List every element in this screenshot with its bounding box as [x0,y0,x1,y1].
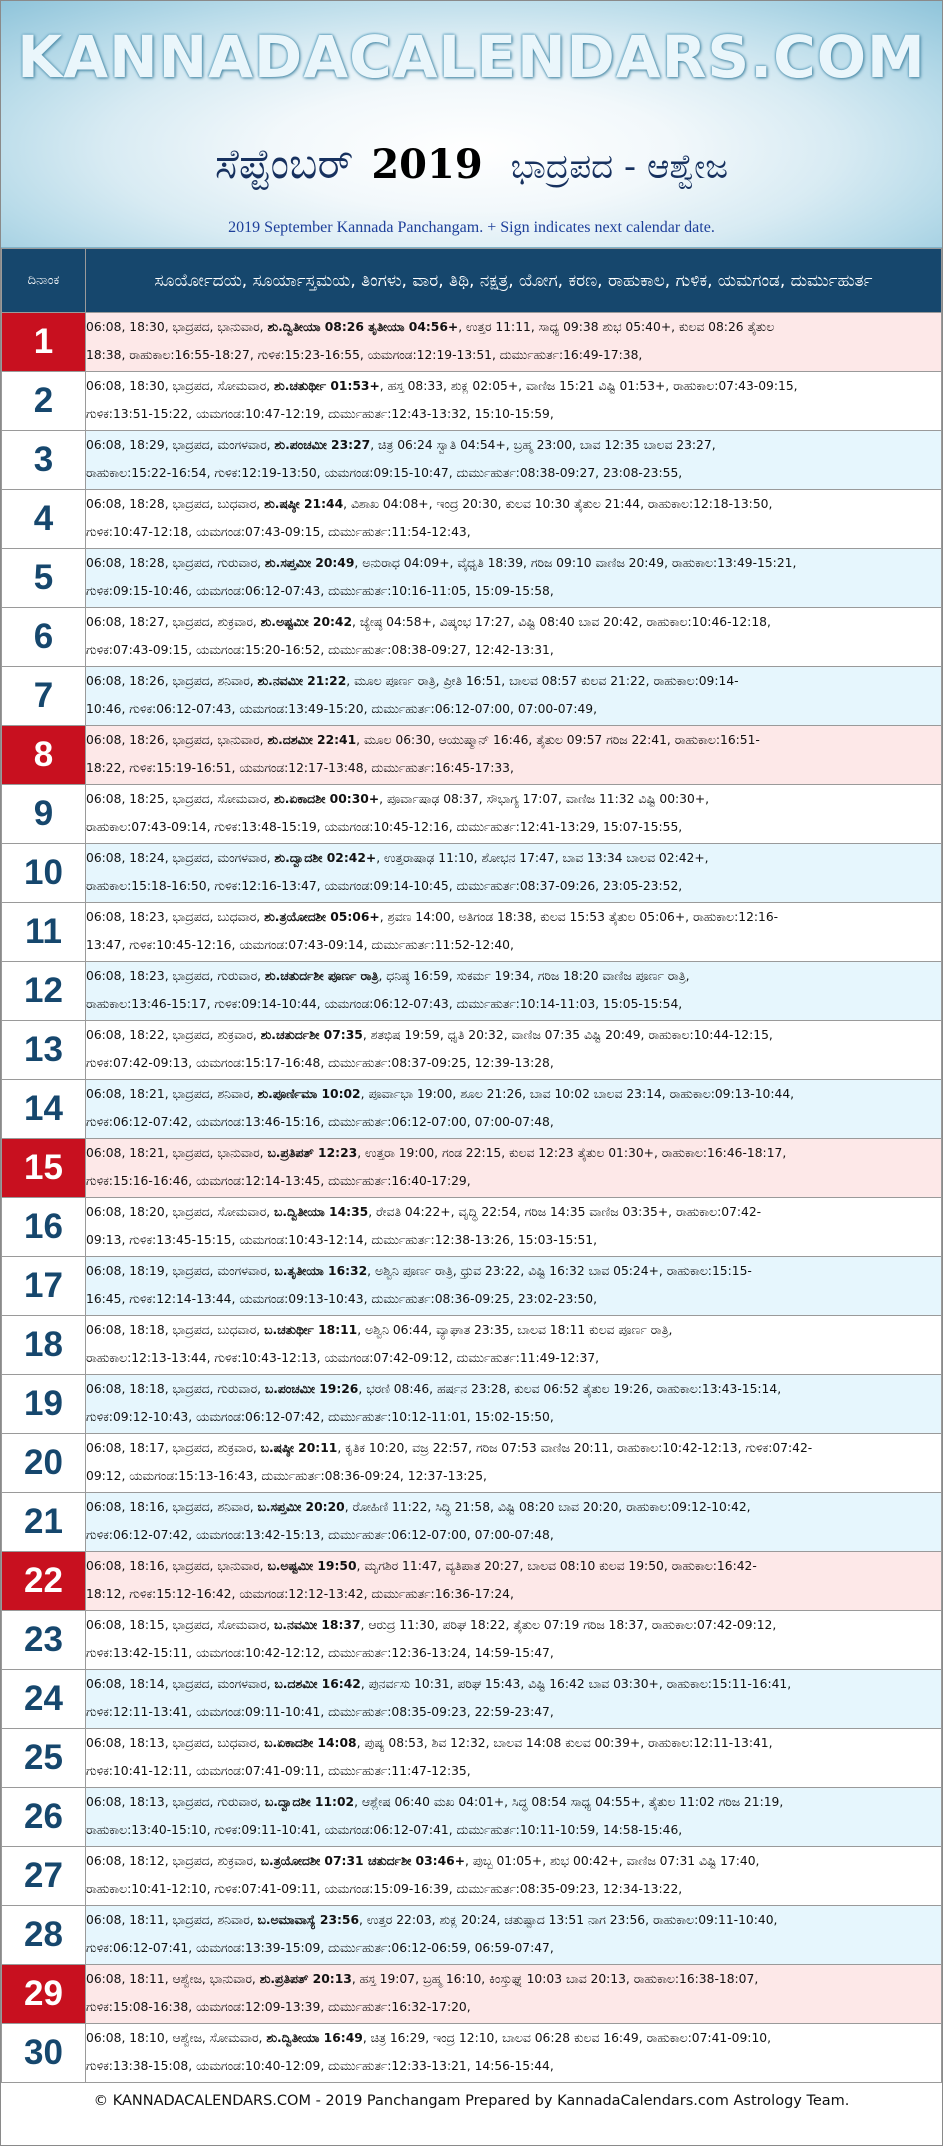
tithi: ಬ.ಸಪ್ತಮೀ 20:20 [257,1500,345,1514]
tithi: ಬ.ಷಷ್ಠೀ 20:11 [260,1441,338,1455]
nakshatra-yoga-karana: , ಉತ್ತರ 22:03, ಶುಕ್ಲ 20:24, ಚತುಷ್ಪಾದ 13:51 ನಾಗ 23:56, ರಾಹುಕಾಲ:09:11-10:40, [359,1913,778,1927]
details-line-2: ಗುಳಿಕ:09:15-10:46, ಯಮಗಂಡ:06:12-07:43, ದುರ್ಮುಹುರ್ತ:10:16-11:05, 15:09-15:58, [86,584,554,598]
nakshatra-yoga-karana: , ಉತ್ತರಾ 19:00, ಗಂಡ 22:15, ಕುಲವ 12:23 ತೈತುಲ 01:30+, ರಾಹುಕಾಲ:16:46-18:17, [357,1146,787,1160]
nakshatra-yoga-karana: , ಶತಭಿಷ 19:59, ಧೃತಿ 20:32, ವಾಣಿಜ 07:35 ವಿಷ್ಟಿ 20:49, ರಾಹುಕಾಲ:10:44-12:15, [362,1028,773,1042]
details-line-1 [86,1670,941,1698]
day-number: 14 [2,1080,86,1139]
day-details [86,785,942,844]
details-line-2: 18:12, ಗುಳಿಕ:15:12-16:42, ಯಮಗಂಡ:12:12-13:42, ದುರ್ಮುಹುರ್ತ:16:36-17:24, [86,1587,514,1601]
table-row [2,490,942,549]
nakshatra-yoga-karana: , ಆಶ್ಲೇಷ 06:40 ಮಖ 04:01+, ಸಿದ್ಧ 08:54 ಸಾಧ್ಯ 04:55+, ತೈತುಲ 11:02 ಗರಿಜ 21:19, [354,1795,784,1809]
nakshatra-yoga-karana: , ಪೂರ್ವಾಷಾಢ 08:37, ಸೌಭಾಗ್ಯ 17:07, ವಾಣಿಜ 11:32 ವಿಷ್ಟಿ 00:30+, [379,792,710,806]
table-row [2,1375,942,1434]
nakshatra-yoga-karana: , ಮೂಲ ಪೂರ್ಣ ರಾತ್ರಿ, ಪ್ರೀತಿ 16:51, ಬಾಲವ 08:57 ಕುಲವ 21:22, ರಾಹುಕಾಲ:09:14- [346,674,739,688]
nakshatra-yoga-karana: , ಹಸ್ತ 19:07, ಬ್ರಹ್ಮ 16:10, ಕಿಂಸ್ತುಘ್ನ 10:03 ಬಾವ 20:13, ರಾಹುಕಾಲ:16:38-18:07, [351,1972,759,1986]
sunrise-sunset-month-weekday: 06:08, 18:11, ಆಶ್ವೇಜ, ಭಾನುವಾರ, [86,1972,260,1986]
day-number: 10 [2,844,86,903]
day-number: 19 [2,1375,86,1434]
details-line-2: ಗುಳಿಕ:15:08-16:38, ಯಮಗಂಡ:12:09-13:39, ದುರ್ಮುಹುರ್ತ:16:32-17:20, [86,2000,471,2014]
sunrise-sunset-month-weekday: 06:08, 18:24, ಭಾದ್ರಪದ, ಮಂಗಳವಾರ, [86,851,275,865]
details-line-2: 09:12, ಯಮಗಂಡ:15:13-16:43, ದುರ್ಮುಹುರ್ತ:08:36-09:24, 12:37-13:25, [86,1469,487,1483]
details-line-2: ಗುಳಿಕ:13:51-15:22, ಯಮಗಂಡ:10:47-12:19, ದುರ್ಮುಹುರ್ತ:12:43-13:32, 15:10-15:59, [86,407,554,421]
day-details [86,1729,942,1788]
day-number: 1 [2,313,86,372]
table-row [2,2024,942,2083]
tithi: ಬ.ದ್ವಾದಶೀ 11:02 [264,1795,355,1809]
nakshatra-yoga-karana: , ಮೃಗಶಿರ 11:47, ವ್ಯತಿಪಾತ 20:27, ಬಾಲವ 08:10 ಕುಲವ 19:50, ರಾಹುಕಾಲ:16:42- [356,1559,757,1573]
details-line-1 [86,844,941,872]
day-details [86,1552,942,1611]
sunrise-sunset-month-weekday: 06:08, 18:19, ಭಾದ್ರಪದ, ಮಂಗಳವಾರ, [86,1264,275,1278]
sunrise-sunset-month-weekday: 06:08, 18:30, ಭಾದ್ರಪದ, ಸೋಮವಾರ, [86,379,275,393]
details-line-2: ಗುಳಿಕ:10:47-12:18, ಯಮಗಂಡ:07:43-09:15, ದುರ್ಮುಹುರ್ತ:11:54-12:43, [86,525,471,539]
day-details [86,726,942,785]
day-number: 12 [2,962,86,1021]
table-row [2,608,942,667]
sunrise-sunset-month-weekday: 06:08, 18:13, ಭಾದ್ರಪದ, ಗುರುವಾರ, [86,1795,265,1809]
nakshatra-yoga-karana: , ವಿಶಾಖ 04:08+, ಇಂದ್ರ 20:30, ಕುಲವ 10:30 ತೈತುಲ 21:44, ರಾಹುಕಾಲ:12:18-13:50, [343,497,773,511]
sunrise-sunset-month-weekday: 06:08, 18:23, ಭಾದ್ರಪದ, ಬುಧವಾರ, [86,910,265,924]
day-details [86,1021,942,1080]
sunrise-sunset-month-weekday: 06:08, 18:20, ಭಾದ್ರಪದ, ಸೋಮವಾರ, [86,1205,275,1219]
sunrise-sunset-month-weekday: 06:08, 18:10, ಆಶ್ವೇಜ, ಸೋಮವಾರ, [86,2031,267,2045]
day-details [86,1493,942,1552]
day-number: 29 [2,1965,86,2024]
details-line-1 [86,1080,941,1108]
nakshatra-yoga-karana: , ಹಸ್ತ 08:33, ಶುಕ್ಲ 02:05+, ವಾಣಿಜ 15:21 ವಿಷ್ಟಿ 01:53+, ರಾಹುಕಾಲ:07:43-09:15, [379,379,798,393]
month-name: ಸೆಪ್ಟೆಂಬರ್ [214,139,354,188]
day-details [86,549,942,608]
details-line-1 [86,1552,941,1580]
table-row [2,1965,942,2024]
details-column-header: ಸೂರ್ಯೋದಯ, ಸೂರ್ಯಾಸ್ತಮಯ, ತಿಂಗಳು, ವಾರ, ತಿಥಿ, ನಕ್ಷತ್ರ, ಯೋಗ, ಕರಣ, ರಾಹುಕಾಲ, ಗುಳಿಕ, ಯಮಗಂಡ, ದುರ್ಮುಹುರ್ತ [86,249,942,313]
day-details [86,1080,942,1139]
details-line-2: ರಾಹುಕಾಲ:10:41-12:10, ಗುಳಿಕ:07:41-09:11, ಯಮಗಂಡ:15:09-16:39, ದುರ್ಮುಹುರ್ತ:08:35-09:23, 12:34-13:22, [86,1882,683,1896]
sunrise-sunset-month-weekday: 06:08, 18:14, ಭಾದ್ರಪದ, ಮಂಗಳವಾರ, [86,1677,275,1691]
day-number: 24 [2,1670,86,1729]
tithi: ಶು.ಸಪ್ತಮೀ 20:49 [264,556,355,570]
details-line-2: ರಾಹುಕಾಲ:07:43-09:14, ಗುಳಿಕ:13:48-15:19, ಯಮಗಂಡ:10:45-12:16, ದುರ್ಮುಹುರ್ತ:12:41-13:29, 15:07-15:55, [86,820,683,834]
tithi: ಶು.ಏಕಾದಶೀ 00:30+ [274,792,380,806]
day-number: 22 [2,1552,86,1611]
details-line-1 [86,903,941,931]
header-banner [1,1,942,248]
table-header-row [2,249,942,313]
sunrise-sunset-month-weekday: 06:08, 18:26, ಭಾದ್ರಪದ, ಶನಿವಾರ, [86,674,258,688]
tithi: ಶು.ದ್ವಿತೀಯಾ 16:49 [266,2031,363,2045]
table-row [2,372,942,431]
table-row [2,313,942,372]
day-details [86,1670,942,1729]
table-row [2,726,942,785]
day-details [86,1965,942,2024]
nakshatra-yoga-karana: , ಧನಿಷ್ಠ 16:59, ಸುಕರ್ಮ 19:34, ಗರಿಜ 18:20 ವಾಣಿಜ ಪೂರ್ಣ ರಾತ್ರಿ, [378,969,690,983]
details-line-2: ಗುಳಿಕ:15:16-16:46, ಯಮಗಂಡ:12:14-13:45, ದುರ್ಮುಹುರ್ತ:16:40-17:29, [86,1174,471,1188]
table-row [2,1788,942,1847]
details-line-2: ಗುಳಿಕ:06:12-07:41, ಯಮಗಂಡ:13:39-15:09, ದುರ್ಮುಹುರ್ತ:06:12-06:59, 06:59-07:47, [86,1941,554,1955]
day-number: 16 [2,1198,86,1257]
details-line-2: ರಾಹುಕಾಲ:13:46-15:17, ಗುಳಿಕ:09:14-10:44, ಯಮಗಂಡ:06:12-07:43, ದುರ್ಮುಹುರ್ತ:10:14-11:03, 15:05-15:54, [86,997,683,1011]
tithi: ಬ.ತೃತೀಯಾ 16:32 [274,1264,368,1278]
details-line-2: ರಾಹುಕಾಲ:13:40-15:10, ಗುಳಿಕ:09:11-10:41, ಯಮಗಂಡ:06:12-07:41, ದುರ್ಮುಹುರ್ತ:10:11-10:59, 14:58-15:46, [86,1823,683,1837]
nakshatra-yoga-karana: , ಪುಷ್ಯ 08:53, ಶಿವ 12:32, ಬಾಲವ 14:08 ಕುಲವ 00:39+, ರಾಹುಕಾಲ:12:11-13:41, [356,1736,773,1750]
year: 2019 [371,141,483,188]
day-number: 18 [2,1316,86,1375]
panchangam-table [1,248,942,2083]
sunrise-sunset-month-weekday: 06:08, 18:21, ಭಾದ್ರಪದ, ಶನಿವಾರ, [86,1087,258,1101]
day-details [86,1611,942,1670]
details-line-1 [86,667,941,695]
tithi: ಶು.ಪೂರ್ಣಿಮಾ 10:02 [257,1087,361,1101]
tithi: ಶು.ಚತುರ್ದಶೀ ಪೂರ್ಣ ರಾತ್ರಿ [264,969,379,983]
nakshatra-yoga-karana: , ಪೂರ್ವಾಭಾ 19:00, ಶೂಲ 21:26, ಬಾವ 10:02 ಬಾಲವ 23:14, ರಾಹುಕಾಲ:09:13-10:44, [360,1087,795,1101]
table-row [2,1139,942,1198]
details-line-1 [86,1375,941,1403]
day-details [86,2024,942,2083]
day-details [86,1198,942,1257]
nakshatra-yoga-karana: , ಜ್ಯೇಷ್ಠ 04:58+, ವಿಷ್ಕಂಭ 17:27, ವಿಷ್ಟಿ 08:40 ಬಾವ 20:42, ರಾಹುಕಾಲ:10:46-12:18, [352,615,771,629]
day-number: 25 [2,1729,86,1788]
table-row [2,1257,942,1316]
day-number: 20 [2,1434,86,1493]
details-line-2: ರಾಹುಕಾಲ:12:13-13:44, ಗುಳಿಕ:10:43-12:13, ಯಮಗಂಡ:07:42-09:12, ದುರ್ಮುಹುರ್ತ:11:49-12:37, [86,1351,600,1365]
tithi: ಶು.ದ್ವಿತೀಯಾ 08:26 ತೃತೀಯಾ 04:56+ [267,320,459,334]
details-line-2: 09:13, ಗುಳಿಕ:13:45-15:15, ಯಮಗಂಡ:10:43-12:14, ದುರ್ಮುಹುರ್ತ:12:38-13:26, 15:03-15:51, [86,1233,598,1247]
table-row [2,549,942,608]
day-details [86,1375,942,1434]
tithi: ಬ.ದಶಮೀ 16:42 [274,1677,361,1691]
details-line-1 [86,313,941,341]
table-row [2,1552,942,1611]
tithi: ಬ.ಪ್ರತಿಪತ್ 12:23 [267,1146,358,1160]
day-details [86,844,942,903]
nakshatra-yoga-karana: , ಪುಬ್ಬ 01:05+, ಶುಭ 00:42+, ವಾಣಿಜ 07:31 ವಿಷ್ಟಿ 17:40, [465,1854,760,1868]
details-line-1 [86,726,941,754]
tithi: ಶು.ತ್ರಯೋದಶೀ 05:06+ [264,910,380,924]
table-row [2,431,942,490]
tithi: ಶು.ಚತುರ್ಥೀ 01:53+ [274,379,380,393]
details-line-1 [86,1316,941,1344]
table-row [2,1847,942,1906]
sunrise-sunset-month-weekday: 06:08, 18:28, ಭಾದ್ರಪದ, ಗುರುವಾರ, [86,556,265,570]
tithi: ಬ.ನವಮೀ 18:37 [274,1618,361,1632]
nakshatra-yoga-karana: , ಮೂಲ 06:30, ಆಯುಷ್ಮಾನ್ 16:46, ತೈತುಲ 09:57 ಗರಿಜ 22:41, ರಾಹುಕಾಲ:16:51- [356,733,760,747]
table-row [2,1670,942,1729]
details-line-2: 13:47, ಗುಳಿಕ:10:45-12:16, ಯಮಗಂಡ:07:43-09:14, ದುರ್ಮುಹುರ್ತ:11:52-12:40, [86,938,514,952]
day-number: 17 [2,1257,86,1316]
details-line-1 [86,1847,941,1875]
details-line-1 [86,431,941,459]
footer: © KANNADACALENDARS.COM - 2019 Panchangam Prepared by KannadaCalendars.com Astrology Team. [93,2093,850,2109]
sunrise-sunset-month-weekday: 06:08, 18:18, ಭಾದ್ರಪದ, ಗುರುವಾರ, [86,1382,265,1396]
sunrise-sunset-month-weekday: 06:08, 18:12, ಭಾದ್ರಪದ, ಶುಕ್ರವಾರ, [86,1854,261,1868]
sunrise-sunset-month-weekday: 06:08, 18:22, ಭಾದ್ರಪದ, ಶುಕ್ರವಾರ, [86,1028,261,1042]
day-number: 23 [2,1611,86,1670]
details-line-2: 18:22, ಗುಳಿಕ:15:19-16:51, ಯಮಗಂಡ:12:17-13:48, ದುರ್ಮುಹುರ್ತ:16:45-17:33, [86,761,514,775]
day-details [86,667,942,726]
table-row [2,1080,942,1139]
table-row [2,1906,942,1965]
sunrise-sunset-month-weekday: 06:08, 18:11, ಭಾದ್ರಪದ, ಶನಿವಾರ, [86,1913,258,1927]
sunrise-sunset-month-weekday: 06:08, 18:25, ಭಾದ್ರಪದ, ಸೋಮವಾರ, [86,792,275,806]
details-line-1 [86,1611,941,1639]
table-row [2,1021,942,1080]
table-row [2,667,942,726]
table-row [2,1434,942,1493]
tithi: ಶು.ದ್ವಾದಶೀ 02:42+ [274,851,377,865]
tithi: ಶು.ದಶಮೀ 22:41 [267,733,357,747]
day-details [86,608,942,667]
day-number: 3 [2,431,86,490]
sunrise-sunset-month-weekday: 06:08, 18:13, ಭಾದ್ರಪದ, ಬುಧವಾರ, [86,1736,265,1750]
table-row [2,903,942,962]
details-line-1 [86,1434,941,1462]
details-line-1 [86,372,941,400]
nakshatra-yoga-karana: , ಉತ್ತರ 11:11, ಸಾಧ್ಯ 09:38 ಶುಭ 05:40+, ಕುಲವ 08:26 ತೈತುಲ [458,320,775,334]
details-line-2: 10:46, ಗುಳಿಕ:06:12-07:43, ಯಮಗಂಡ:13:49-15:20, ದುರ್ಮುಹುರ್ತ:06:12-07:00, 07:00-07:49, [86,702,598,716]
sunrise-sunset-month-weekday: 06:08, 18:26, ಭಾದ್ರಪದ, ಭಾನುವಾರ, [86,733,268,747]
details-line-2: ರಾಹುಕಾಲ:15:22-16:54, ಗುಳಿಕ:12:19-13:50, ಯಮಗಂಡ:09:15-10:47, ದುರ್ಮುಹುರ್ತ:08:38-09:27, 23:08-23:55, [86,466,683,480]
day-number: 21 [2,1493,86,1552]
day-details [86,1257,942,1316]
day-details [86,490,942,549]
tithi: ಬ.ದ್ವಿತೀಯಾ 14:35 [274,1205,369,1219]
details-line-1 [86,785,941,813]
date-column-header: ದಿನಾಂಕ [2,249,86,313]
details-line-2: ಗುಳಿಕ:09:12-10:43, ಯಮಗಂಡ:06:12-07:42, ದುರ್ಮುಹುರ್ತ:10:12-11:01, 15:02-15:50, [86,1410,554,1424]
nakshatra-yoga-karana: , ಪುನರ್ವಸು 10:31, ಪರಿಘ 15:43, ವಿಷ್ಟಿ 16:42 ಬಾವ 03:30+, ರಾಹುಕಾಲ:15:11-16:41, [360,1677,792,1691]
masa-name: ಭಾದ್ರಪದ - ಆಶ್ವೇಜ [510,147,729,187]
table-row [2,844,942,903]
nakshatra-yoga-karana: , ಅನುರಾಧ 04:09+, ವೈಧೃತಿ 18:39, ಗರಿಜ 09:10 ವಾಣಿಜ 20:49, ರಾಹುಕಾಲ:13:49-15:21, [354,556,797,570]
nakshatra-yoga-karana: , ಆರುದ್ರ 11:30, ಪರಿಘ 18:22, ತೈತುಲ 07:19 ಗರಿಜ 18:37, ರಾಹುಕಾಲ:07:42-09:12, [360,1618,777,1632]
day-number: 2 [2,372,86,431]
nakshatra-yoga-karana: , ಚಿತ್ರ 16:29, ಇಂದ್ರ 12:10, ಬಾಲವ 06:28 ಕುಲವ 16:49, ರಾಹುಕಾಲ:07:41-09:10, [362,2031,771,2045]
details-line-1 [86,2024,941,2052]
day-number: 15 [2,1139,86,1198]
details-line-1 [86,1139,941,1167]
day-number: 11 [2,903,86,962]
day-details [86,962,942,1021]
table-row [2,785,942,844]
details-line-1 [86,1965,941,1993]
sunrise-sunset-month-weekday: 06:08, 18:18, ಭಾದ್ರಪದ, ಬುಧವಾರ, [86,1323,265,1337]
sunrise-sunset-month-weekday: 06:08, 18:29, ಭಾದ್ರಪದ, ಮಂಗಳವಾರ, [86,438,275,452]
details-line-2: ರಾಹುಕಾಲ:15:18-16:50, ಗುಳಿಕ:12:16-13:47, ಯಮಗಂಡ:09:14-10:45, ದುರ್ಮುಹುರ್ತ:08:37-09:26, 23:05-23:52, [86,879,683,893]
nakshatra-yoga-karana: , ಚಿತ್ರ 06:24 ಸ್ವಾತಿ 04:54+, ಬ್ರಹ್ಮ 23:00, ಬಾವ 12:35 ಬಾಲವ 23:27, [370,438,716,452]
tithi: ಶು.ಅಷ್ಟಮೀ 20:42 [260,615,353,629]
table-body [2,313,942,2083]
details-line-1 [86,490,941,518]
tithi: ಬ.ತ್ರಯೋದಶೀ 07:31 ಚತುರ್ದಶೀ 03:46+ [260,1854,466,1868]
tithi: ಬ.ಪಂಚಮೀ 19:26 [264,1382,359,1396]
details-line-1 [86,1906,941,1934]
day-number: 9 [2,785,86,844]
day-details [86,431,942,490]
details-line-1 [86,1788,941,1816]
sunrise-sunset-month-weekday: 06:08, 18:28, ಭಾದ್ರಪದ, ಬುಧವಾರ, [86,497,265,511]
sunrise-sunset-month-weekday: 06:08, 18:16, ಭಾದ್ರಪದ, ಶನಿವಾರ, [86,1500,258,1514]
tithi: ಬ.ಏಕಾದಶೀ 14:08 [264,1736,357,1750]
tithi: ಶು.ಪ್ರತಿಪತ್ 20:13 [259,1972,352,1986]
nakshatra-yoga-karana: , ಉತ್ತರಾಷಾಢ 11:10, ಶೋಭನ 17:47, ಬಾವ 13:34 ಬಾಲವ 02:42+, [376,851,709,865]
sunrise-sunset-month-weekday: 06:08, 18:21, ಭಾದ್ರಪದ, ಭಾನುವಾರ, [86,1146,268,1160]
details-line-2: ಗುಳಿಕ:07:42-09:13, ಯಮಗಂಡ:15:17-16:48, ದುರ್ಮುಹುರ್ತ:08:37-09:25, 12:39-13:28, [86,1056,554,1070]
details-line-2: ಗುಳಿಕ:13:38-15:08, ಯಮಗಂಡ:10:40-12:09, ದುರ್ಮುಹುರ್ತ:12:33-13:21, 14:56-15:44, [86,2059,554,2073]
tithi: ಬ.ಅಷ್ಟಮೀ 19:50 [267,1559,357,1573]
nakshatra-yoga-karana: , ಭರಣಿ 08:46, ಹರ್ಷನ 23:28, ಕುಲವ 06:52 ತೈತುಲ 19:26, ರಾಹುಕಾಲ:13:43-15:14, [358,1382,782,1396]
details-line-2: ಗುಳಿಕ:10:41-12:11, ಯಮಗಂಡ:07:41-09:11, ದುರ್ಮುಹುರ್ತ:11:47-12:35, [86,1764,471,1778]
day-number: 8 [2,726,86,785]
month-heading [1,139,942,189]
tithi: ಶು.ಷಷ್ಠೀ 21:44 [264,497,344,511]
day-details [86,1847,942,1906]
table-row [2,1611,942,1670]
table-row [2,1198,942,1257]
nakshatra-yoga-karana: , ಅಶ್ವಿನಿ 06:44, ವ್ಯಾಘಾತ 23:35, ಬಾಲವ 18:11 ಕುಲವ ಪೂರ್ಣ ರಾತ್ರಿ, [357,1323,673,1337]
subtitle: 2019 September Kannada Panchangam. + Sign indicates next calendar date. [228,219,715,236]
tithi: ಶು.ಪಂಚಮೀ 23:27 [274,438,371,452]
tithi: ಶು.ಚತುರ್ದಶೀ 07:35 [260,1028,363,1042]
day-number: 28 [2,1906,86,1965]
details-line-2: 16:45, ಗುಳಿಕ:12:14-13:44, ಯಮಗಂಡ:09:13-10:43, ದುರ್ಮುಹುರ್ತ:08:36-09:25, 23:02-23:50, [86,1292,598,1306]
details-line-1 [86,1198,941,1226]
details-line-2: 18:38, ರಾಹುಕಾಲ:16:55-18:27, ಗುಳಿಕ:15:23-16:55, ಯಮಗಂಡ:12:19-13:51, ದುರ್ಮುಹುರ್ತ:16:49-17:38, [86,348,643,362]
day-details [86,903,942,962]
details-line-2: ಗುಳಿಕ:06:12-07:42, ಯಮಗಂಡ:13:42-15:13, ದುರ್ಮುಹುರ್ತ:06:12-07:00, 07:00-07:48, [86,1528,554,1542]
table-row [2,1729,942,1788]
day-number: 5 [2,549,86,608]
day-details [86,372,942,431]
day-details [86,1316,942,1375]
sunrise-sunset-month-weekday: 06:08, 18:23, ಭಾದ್ರಪದ, ಗುರುವಾರ, [86,969,265,983]
day-number: 6 [2,608,86,667]
table-row [2,1493,942,1552]
day-number: 13 [2,1021,86,1080]
details-line-2: ಗುಳಿಕ:06:12-07:42, ಯಮಗಂಡ:13:46-15:16, ದುರ್ಮುಹುರ್ತ:06:12-07:00, 07:00-07:48, [86,1115,554,1129]
sunrise-sunset-month-weekday: 06:08, 18:17, ಭಾದ್ರಪದ, ಶುಕ್ರವಾರ, [86,1441,261,1455]
details-line-2: ಗುಳಿಕ:12:11-13:41, ಯಮಗಂಡ:09:11-10:41, ದುರ್ಮುಹುರ್ತ:08:35-09:23, 22:59-23:47, [86,1705,554,1719]
nakshatra-yoga-karana: , ರೋಹಿಣಿ 11:22, ಸಿದ್ಧಿ 21:58, ವಿಷ್ಟಿ 08:20 ಬಾವ 20:20, ರಾಹುಕಾಲ:09:12-10:42, [344,1500,751,1514]
details-line-1 [86,1493,941,1521]
details-line-1 [86,962,941,990]
sunrise-sunset-month-weekday: 06:08, 18:15, ಭಾದ್ರಪದ, ಸೋಮವಾರ, [86,1618,275,1632]
tithi: ಬ.ಅಮಾವಾಸ್ಯೆ 23:56 [257,1913,360,1927]
details-line-1 [86,1257,941,1285]
day-number: 26 [2,1788,86,1847]
tithi: ಶು.ನವಮೀ 21:22 [257,674,347,688]
sunrise-sunset-month-weekday: 06:08, 18:30, ಭಾದ್ರಪದ, ಭಾನುವಾರ, [86,320,268,334]
nakshatra-yoga-karana: , ಅಶ್ವಿನಿ ಪೂರ್ಣ ರಾತ್ರಿ, ಧ್ರುವ 23:22, ವಿಷ್ಟಿ 16:32 ಬಾವ 05:24+, ರಾಹುಕಾಲ:15:15- [367,1264,752,1278]
nakshatra-yoga-karana: , ಕೃತಿಕ 10:20, ವಜ್ರ 22:57, ಗರಿಜ 07:53 ವಾಣಿಜ 20:11, ರಾಹುಕಾಲ:10:42-12:13, ಗುಳಿಕ:07:42- [337,1441,813,1455]
day-number: 30 [2,2024,86,2083]
nakshatra-yoga-karana: , ಶ್ರವಣ 14:00, ಅತಿಗಂಡ 18:38, ಕುಲವ 15:53 ತೈತುಲ 05:06+, ರಾಹುಕಾಲ:12:16- [379,910,779,924]
details-line-1 [86,1729,941,1757]
details-line-1 [86,549,941,577]
details-line-1 [86,1021,941,1049]
day-number: 27 [2,1847,86,1906]
day-number: 7 [2,667,86,726]
table-row [2,962,942,1021]
details-line-1 [86,608,941,636]
day-details [86,1434,942,1493]
day-details [86,1139,942,1198]
site-title: KANNADACALENDARS.COM [17,23,926,91]
sunrise-sunset-month-weekday: 06:08, 18:27, ಭಾದ್ರಪದ, ಶುಕ್ರವಾರ, [86,615,261,629]
sunrise-sunset-month-weekday: 06:08, 18:16, ಭಾದ್ರಪದ, ಭಾನುವಾರ, [86,1559,268,1573]
day-details [86,1788,942,1847]
table-row [2,1316,942,1375]
day-details [86,313,942,372]
nakshatra-yoga-karana: , ರೇವತಿ 04:22+, ವೃದ್ಧಿ 22:54, ಗರಿಜ 14:35 ವಾಣಿಜ 03:35+, ರಾಹುಕಾಲ:07:42- [368,1205,762,1219]
tithi: ಬ.ಚತುರ್ಥೀ 18:11 [264,1323,358,1337]
day-details [86,1906,942,1965]
details-line-2: ಗುಳಿಕ:07:43-09:15, ಯಮಗಂಡ:15:20-16:52, ದುರ್ಮುಹುರ್ತ:08:38-09:27, 12:42-13:31, [86,643,554,657]
day-number: 4 [2,490,86,549]
details-line-2: ಗುಳಿಕ:13:42-15:11, ಯಮಗಂಡ:10:42-12:12, ದುರ್ಮುಹುರ್ತ:12:36-13:24, 14:59-15:47, [86,1646,554,1660]
